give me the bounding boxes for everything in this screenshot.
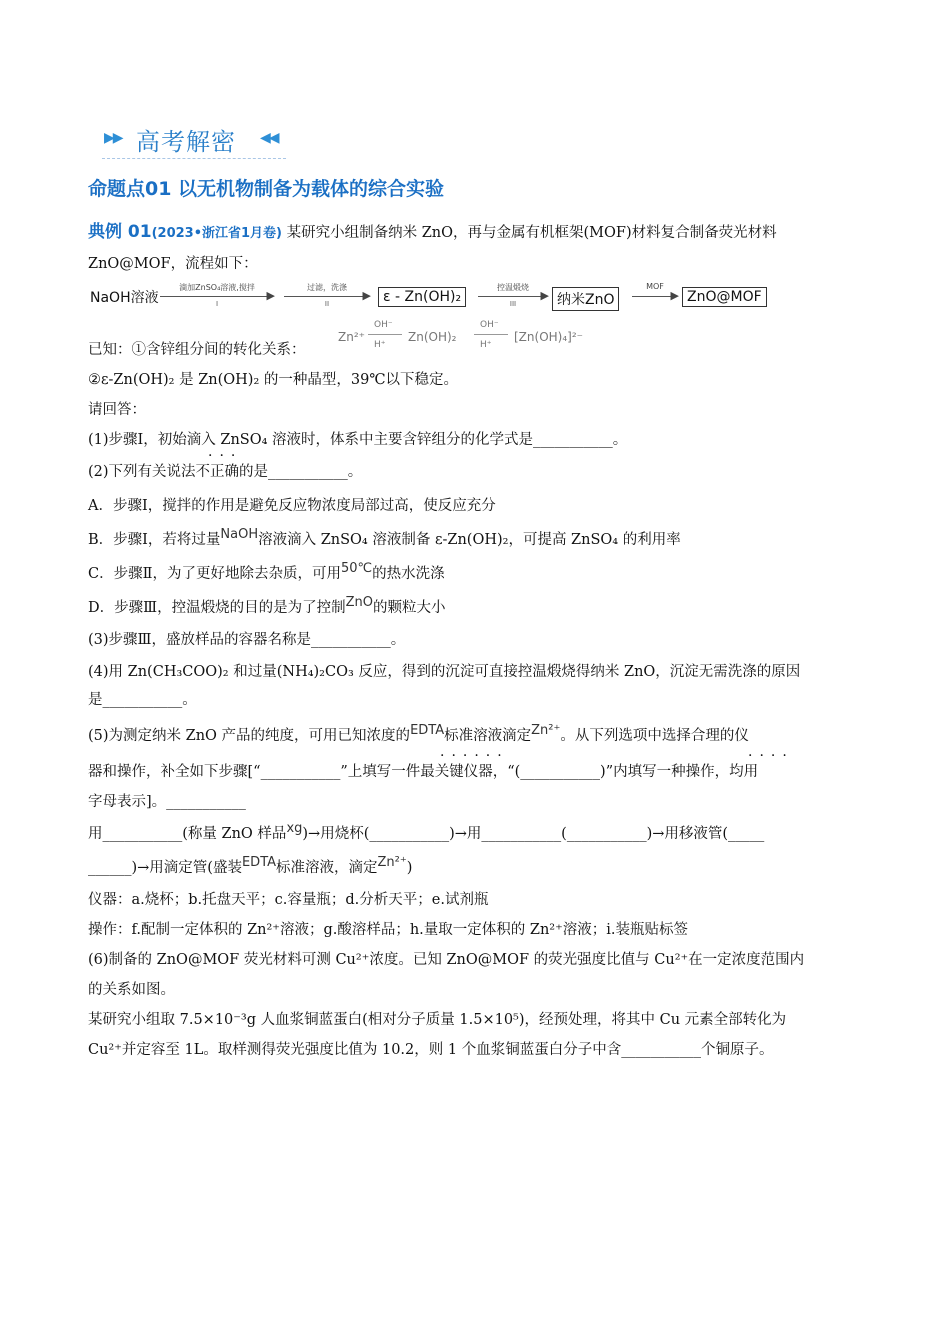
question-5-line-1: (5)为测定纳米 ZnO 产品的纯度，可用已知浓度的EDTA标准溶液滴定Zn²⁺。从下列选项中选择合理的仪 — [88, 723, 749, 744]
flow-arrow-step3 — [478, 284, 548, 310]
inline-formula: Zn²⁺ — [377, 855, 407, 870]
question-2: (2)下列有关说法不正确的是___________。 — [88, 464, 363, 480]
question-5-line-2: 器和操作，补全如下步骤[“___________”上填写一件最关键仪器，“(___________)”内填写一种操作，均用 — [88, 764, 759, 780]
question-4-line-2: 是___________。 — [88, 692, 197, 708]
emphasis-dots: ··· — [208, 448, 243, 464]
banner-divider — [102, 158, 286, 159]
rel-oh-label: OH⁻ — [374, 320, 393, 330]
flow-step-number: III — [509, 300, 517, 308]
question-5-line-4: 用___________(称量 ZnO 样品xg)→用烧杯(___________)→用___________(___________)→用移液管(_____ — [88, 821, 765, 842]
emphasis-dots: ···· — [748, 748, 794, 764]
flow-node-naoh: NaOH溶液 — [90, 290, 159, 306]
example-intro — [88, 222, 777, 244]
rel-h-label: H⁺ — [374, 340, 386, 350]
inline-formula: Zn²⁺ — [531, 723, 561, 738]
flow-node-zno-mof: ZnO@MOF — [682, 287, 767, 307]
option-b: B．步骤Ⅰ，若将过量NaOH溶液滴入 ZnSO₄ 溶液制备 ε-Zn(OH)₂，可提高 ZnSO₄ 的利用率 — [88, 527, 681, 548]
example-label: 典例 01 — [88, 222, 152, 242]
inline-formula: EDTA — [410, 723, 445, 738]
question-6-line-1: (6)制备的 ZnO@MOF 荧光材料可测 Cu²⁺浓度。已知 ZnO@MOF 的荧光强度比值与 Cu²⁺在一定浓度范围内 — [88, 952, 805, 968]
question-4-line-1: (4)用 Zn(CH₃COO)₂ 和过量(NH₄)₂CO₃ 反应，得到的沉淀可直接控温煅烧得纳米 ZnO，沉淀无需洗涤的原因 — [88, 664, 801, 680]
inline-formula: xg — [286, 821, 303, 836]
rel-h-label: H⁺ — [480, 340, 492, 350]
instrument-list: 仪器：a.烧杯；b.托盘天平；c.容量瓶；d.分析天平；e.试剂瓶 — [88, 892, 489, 908]
flow-node-nano-zno: 纳米ZnO — [552, 287, 619, 311]
operation-list: 操作：f.配制一定体积的 Zn²⁺溶液；g.酸溶样品；h.量取一定体积的 Zn²⁺溶液；i.装瓶贴标签 — [88, 922, 689, 938]
flow-node-zn-oh2: ε - Zn(OH)₂ — [378, 287, 466, 307]
option-c: C．步骤Ⅱ，为了更好地除去杂质，可用50℃的热水洗涤 — [88, 561, 445, 582]
question-1: (1)步骤Ⅰ，初始滴入 ZnSO₄ 溶液时，体系中主要含锌组分的化学式是___________。 — [88, 432, 628, 448]
process-flowchart — [88, 284, 788, 312]
inline-formula: NaOH — [220, 527, 259, 542]
inline-formula: EDTA — [241, 855, 277, 870]
flow-arrow-label: 滴加ZnSO₄溶液,搅拌 — [179, 283, 255, 292]
flow-arrow-step2 — [284, 284, 370, 310]
inline-formula: ZnO — [345, 595, 373, 610]
section-banner — [100, 118, 290, 162]
arrow-head-icon: ▶ — [266, 289, 275, 302]
rel-zn-ion: Zn²⁺ — [338, 330, 365, 344]
double-arrow-right-icon: ▶▶ — [104, 130, 122, 146]
banner-title: 高考解密 — [136, 128, 236, 156]
inline-formula: 50℃ — [340, 561, 373, 576]
flow-arrow-label: 过滤，洗涤 — [307, 283, 347, 292]
example-intro-2: ZnO@MOF，流程如下： — [88, 256, 258, 272]
rel-zincate: [Zn(OH)₄]²⁻ — [514, 330, 583, 344]
section-heading: 命题点01 以无机物制备为载体的综合实验 — [88, 178, 445, 200]
flow-arrow-step4 — [632, 284, 678, 310]
rel-zn-oh2: Zn(OH)₂ — [408, 330, 457, 344]
arrow-head-icon: ▶ — [670, 289, 679, 302]
known-line-2: ②ε-Zn(OH)₂ 是 Zn(OH)₂ 的一种晶型，39℃以下稳定。 — [88, 372, 459, 388]
question-3: (3)步骤Ⅲ，盛放样品的容器名称是___________。 — [88, 632, 406, 648]
flow-arrow-label: MOF — [646, 282, 664, 291]
option-d: D．步骤Ⅲ，控温煅烧的目的是为了控制ZnO的颗粒大小 — [88, 595, 446, 616]
zinc-conversion-relation — [338, 322, 618, 352]
double-arrow-left-icon: ◀◀ — [260, 130, 278, 146]
question-5-line-5: ______)→用滴定管(盛装EDTA标准溶液，滴定Zn²⁺) — [88, 855, 413, 876]
example-source: (2023•浙江省1月卷) — [151, 226, 282, 241]
prompt: 请回答： — [88, 402, 146, 418]
emphasis-dots: ······ — [440, 748, 509, 764]
example-intro-text: 某研究小组制备纳米 ZnO，再与金属有机框架(MOF)材料复合制备荧光材料 — [286, 225, 777, 241]
arrow-head-icon: ▶ — [362, 289, 371, 302]
option-a: A．步骤Ⅰ，搅拌的作用是避免反应物浓度局部过高，使反应充分 — [88, 498, 496, 514]
question-6-line-3: 某研究小组取 7.5×10⁻³g 人血浆铜蓝蛋白(相对分子质量 1.5×10⁵)，经预处理，将其中 Cu 元素全部转化为 — [88, 1012, 787, 1028]
known-line-1: 已知：①含锌组分间的转化关系： — [88, 342, 306, 358]
rel-oh-label: OH⁻ — [480, 320, 499, 330]
question-6-line-4: Cu²⁺并定容至 1L。取样测得荧光强度比值为 10.2，则 1 个血浆铜蓝蛋白分子中含___________个铜原子。 — [88, 1042, 774, 1058]
question-5-line-3: 字母表示]。___________ — [88, 794, 246, 810]
flow-arrow-step1 — [160, 284, 274, 310]
flow-arrow-label: 控温煅烧 — [497, 283, 529, 292]
flow-step-number: I — [215, 300, 219, 308]
question-6-line-2: 的关系如图。 — [88, 982, 175, 998]
flow-step-number: II — [324, 300, 330, 308]
arrow-head-icon: ▶ — [540, 289, 549, 302]
